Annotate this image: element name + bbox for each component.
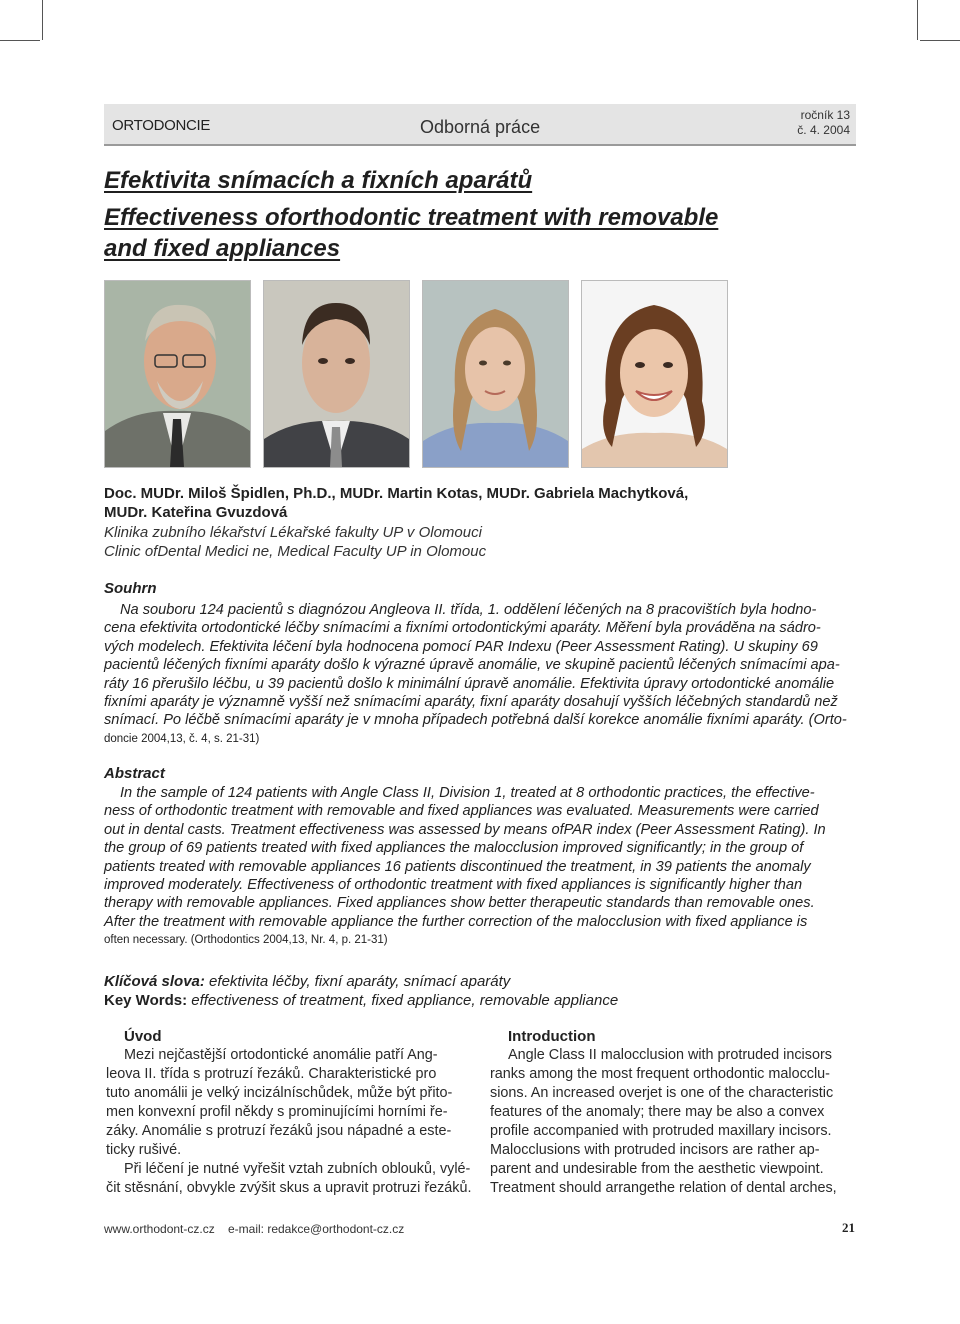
affiliation-czech: Klinika zubního lékařství Lékařské fakulty UP v Olomouci bbox=[104, 524, 482, 541]
souhrn-line: snímací. Po léčbě snímacími aparáty je v mnoha případech potřebná další korekce anomálie fixními aparáty. (Orto- bbox=[104, 712, 847, 729]
souhrn-citation: doncie 2004,13, č. 4, s. 21-31) bbox=[104, 732, 260, 745]
abstract-line: the group of 69 patients treated with fixed appliances the malocclusion improved significantly; in the group of bbox=[104, 840, 804, 857]
author-list bbox=[104, 484, 824, 522]
uvod-line: ticky rušivé. bbox=[106, 1142, 182, 1158]
title-czech: Efektivita snímacích a fixních aparátů bbox=[104, 167, 533, 194]
souhrn-line: cena efektivita ortodontické léčby snímacími a fixními ortodontickými aparáty. Měření byla prováděna na sádro- bbox=[104, 620, 821, 637]
abstract-line: therapy with removable appliances. Fixed appliances show better therapeutic standards than removable ones. bbox=[104, 895, 815, 912]
introduction-line: features of the anomaly; there may be also a convex bbox=[490, 1104, 825, 1120]
introduction-line: parent and undesirable from the aesthetic viewpoint. bbox=[490, 1161, 824, 1177]
uvod-text bbox=[106, 1046, 472, 1198]
title-english-line2: and fixed appliances bbox=[104, 235, 341, 262]
authors-line: MUDr. Kateřina Gvuzdová bbox=[104, 504, 288, 521]
author-photo-2 bbox=[263, 280, 410, 468]
keywords-czech-values: efektivita léčby, fixní aparáty, snímací aparáty bbox=[204, 973, 511, 990]
introduction-line: Malocclusions with protruded incisors are rather ap- bbox=[490, 1142, 820, 1158]
uvod-line: záky. Anomálie s protruzí řezáků jsou nápadné a este- bbox=[106, 1123, 452, 1139]
uvod-line: čit stěsnání, obvykle zvýšit skus a upravit protruzi řezáků. bbox=[106, 1180, 472, 1196]
introduction-line: profile accompanied with protruded maxillary incisors. bbox=[490, 1123, 832, 1139]
uvod-heading: Úvod bbox=[124, 1028, 162, 1045]
issue: č. 4. 2004 bbox=[797, 123, 850, 137]
introduction-line: ranks among the most frequent orthodontic malocclu- bbox=[490, 1066, 830, 1082]
keywords-czech bbox=[104, 973, 510, 990]
author-photo-3 bbox=[422, 280, 569, 468]
volume-issue bbox=[797, 108, 850, 138]
souhrn-line: Na souboru 124 pacientů s diagnózou Angleova II. třída, 1. oddělení léčených na 8 pracovištích byla hodno- bbox=[120, 602, 817, 618]
footer-email[interactable]: e-mail: redakce@orthodont-cz.cz bbox=[228, 1222, 405, 1236]
crop-mark bbox=[917, 0, 918, 40]
page-number: 21 bbox=[842, 1220, 855, 1235]
keywords-czech-label: Klíčová slova: bbox=[104, 973, 205, 990]
introduction-line: Treatment should arrangethe relation of dental arches, bbox=[490, 1180, 837, 1196]
crop-mark bbox=[42, 0, 43, 40]
abstract-text bbox=[104, 784, 894, 950]
souhrn-line: fixními aparáty je významně vyšší než snímacími aparáty, fixní aparáty dosahují vyšších léčebných standardů než bbox=[104, 694, 838, 711]
souhrn-line: vých modelech. Efektivita léčení byla hodnocena pomocí PAR Indexu (Peer Assessment Rating). U skupiny 69 bbox=[104, 638, 818, 655]
uvod-line: Při léčení je nutné vyřešit vztah zubních oblouků, vylé- bbox=[124, 1161, 471, 1177]
footer-website[interactable]: www.orthodont-cz.cz bbox=[104, 1222, 215, 1236]
souhrn-text bbox=[104, 601, 894, 748]
author-photo-1 bbox=[104, 280, 251, 468]
abstract-line: out in dental casts. Treatment effectiveness was assessed by means ofPAR index (Peer Assessment Rating). In bbox=[104, 821, 826, 838]
introduction-line: Angle Class II malocclusion with protruded incisors bbox=[508, 1047, 832, 1063]
keywords-english-label: Key Words: bbox=[104, 992, 188, 1009]
abstract-line: ness of orthodontic treatment with removable and fixed appliances was evaluated. Measurements were carried bbox=[104, 803, 819, 820]
abstract-line: patients treated with removable appliances 16 patients discontinued the treatment, in 39 patients the anomaly bbox=[104, 858, 811, 875]
abstract-citation: often necessary. (Orthodontics 2004,13, Nr. 4, p. 21-31) bbox=[104, 934, 388, 947]
abstract-line: improved moderately. Effectiveness of orthodontic treatment with fixed appliances is significantly higher than bbox=[104, 877, 803, 894]
abstract-line: After the treatment with removable appliance the further correction of the malocclusion with fixed appliance is bbox=[104, 913, 808, 930]
souhrn-heading: Souhrn bbox=[104, 580, 157, 597]
uvod-line: tuto anomálii je velký incizálníschůdek, může být přito- bbox=[106, 1085, 453, 1101]
journal-header bbox=[104, 104, 856, 146]
affiliation-english: Clinic ofDental Medici ne, Medical Faculty UP in Olomouc bbox=[104, 543, 487, 560]
uvod-line: leova II. třída s protruzí řezáků. Charakteristické pro bbox=[106, 1066, 437, 1082]
abstract-line: In the sample of 124 patients with Angle Class II, Division 1, treated at 8 orthodontic practices, the effective- bbox=[120, 785, 815, 801]
introduction-heading: Introduction bbox=[508, 1028, 596, 1045]
keywords-english-values: effectiveness of treatment, fixed appliance, removable appliance bbox=[187, 992, 619, 1009]
uvod-line: Mezi nejčastější ortodontické anomálie patří Ang- bbox=[124, 1047, 438, 1063]
introduction-line: sions. An increased overjet is one of the characteristic bbox=[490, 1085, 834, 1101]
keywords-english bbox=[104, 992, 618, 1009]
souhrn-line: ráty 16 přerušilo léčbu, u 39 pacientů došlo k minimální úpravě anomálie. Efektivita úpravy ortodontické anomálie bbox=[104, 675, 835, 692]
souhrn-line: pacientů léčených fixními aparáty došlo k výrazné úpravě anomálie, ve skupině pacientů léčených snímacími apa- bbox=[104, 657, 840, 674]
uvod-line: men konvexní profil někdy s prominujícími horními ře- bbox=[106, 1104, 448, 1120]
crop-mark bbox=[0, 40, 40, 41]
crop-mark bbox=[920, 40, 960, 41]
introduction-text bbox=[490, 1046, 858, 1198]
abstract-heading: Abstract bbox=[104, 765, 165, 782]
volume: ročník 13 bbox=[800, 108, 850, 122]
journal-section: ORTODONCIE bbox=[112, 117, 211, 134]
title-english-line1: Effectiveness oforthodontic treatment with removable bbox=[104, 204, 719, 231]
authors-line: Doc. MUDr. Miloš Špidlen, Ph.D., MUDr. Martin Kotas, MUDr. Gabriela Machytková, bbox=[104, 485, 689, 502]
article-type: Odborná práce bbox=[420, 117, 541, 137]
author-photo-4 bbox=[581, 280, 728, 468]
